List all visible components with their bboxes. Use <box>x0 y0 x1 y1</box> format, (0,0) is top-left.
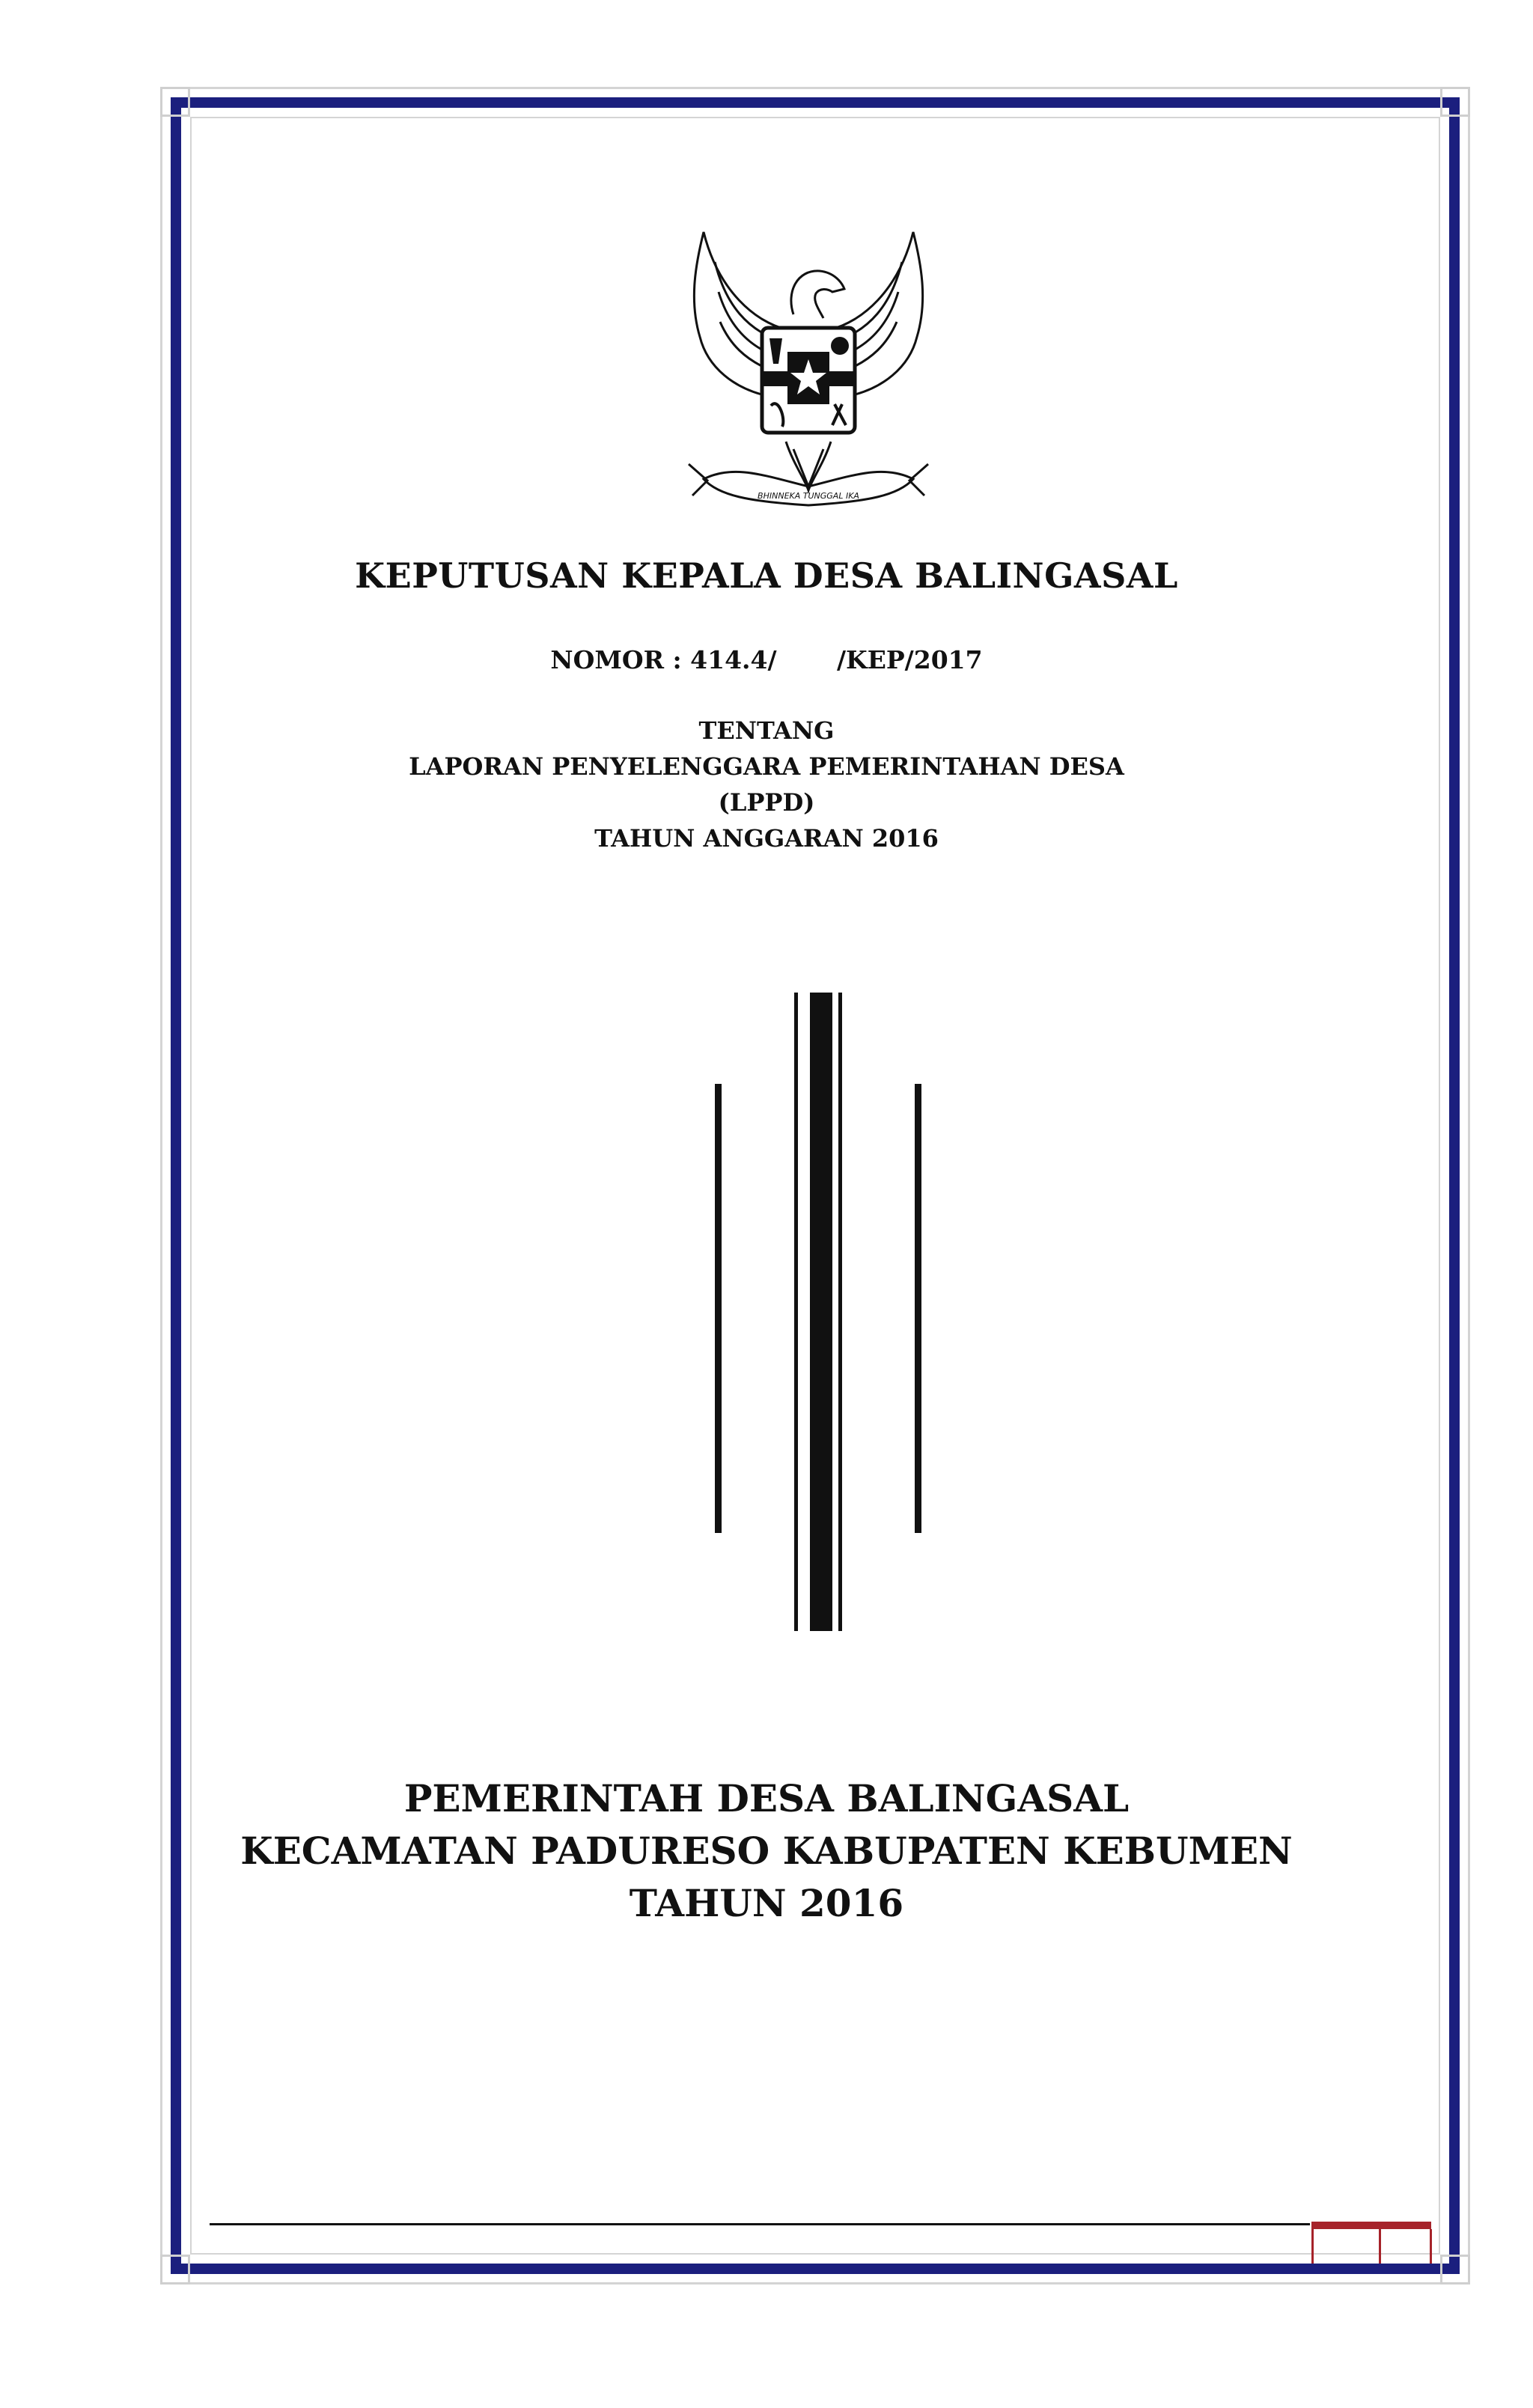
bar-left <box>715 1084 722 1533</box>
bar-center-thick <box>810 993 832 1631</box>
bar-right <box>915 1084 921 1533</box>
footer-rule <box>210 2223 1310 2225</box>
footer-accent-tick-3 <box>1430 2229 1432 2264</box>
document-subject <box>0 713 1533 856</box>
bar-center-thin-right <box>838 993 842 1631</box>
footer-accent-bar <box>1311 2222 1431 2229</box>
shield-icon <box>762 328 855 433</box>
bar-center-thin-left <box>794 993 798 1631</box>
border-corner-top-right <box>1440 87 1470 117</box>
garuda-emblem-icon <box>674 217 943 524</box>
document-title: KEPUTUSAN KEPALA DESA BALINGASAL <box>355 555 1178 596</box>
issuer-line-1: PEMERINTAH DESA BALINGASAL <box>403 1776 1130 1820</box>
border-corner-top-left <box>160 87 190 117</box>
subject-line-1: LAPORAN PENYELENGGARA PEMERINTAHAN DESA <box>409 752 1124 781</box>
issuer-block <box>0 1773 1533 1930</box>
subject-line-3: TAHUN ANGGARAN 2016 <box>594 824 939 853</box>
document-number: NOMOR : 414.4/ /KEP/2017 <box>550 645 983 674</box>
issuer-line-3: TAHUN 2016 <box>629 1881 904 1925</box>
issuer-line-2: KECAMATAN PADURESO KABUPATEN KEBUMEN <box>240 1829 1293 1873</box>
footer-accent-tick-1 <box>1311 2229 1314 2264</box>
subject-line-2: (LPPD) <box>718 788 815 817</box>
emblem-motto: BHINNEKA TUNGGAL IKA <box>758 491 859 501</box>
border-corner-bottom-left <box>160 2255 190 2284</box>
footer-accent-tick-2 <box>1379 2229 1381 2264</box>
subject-heading: TENTANG <box>698 716 835 745</box>
border-corner-bottom-right <box>1440 2255 1470 2284</box>
